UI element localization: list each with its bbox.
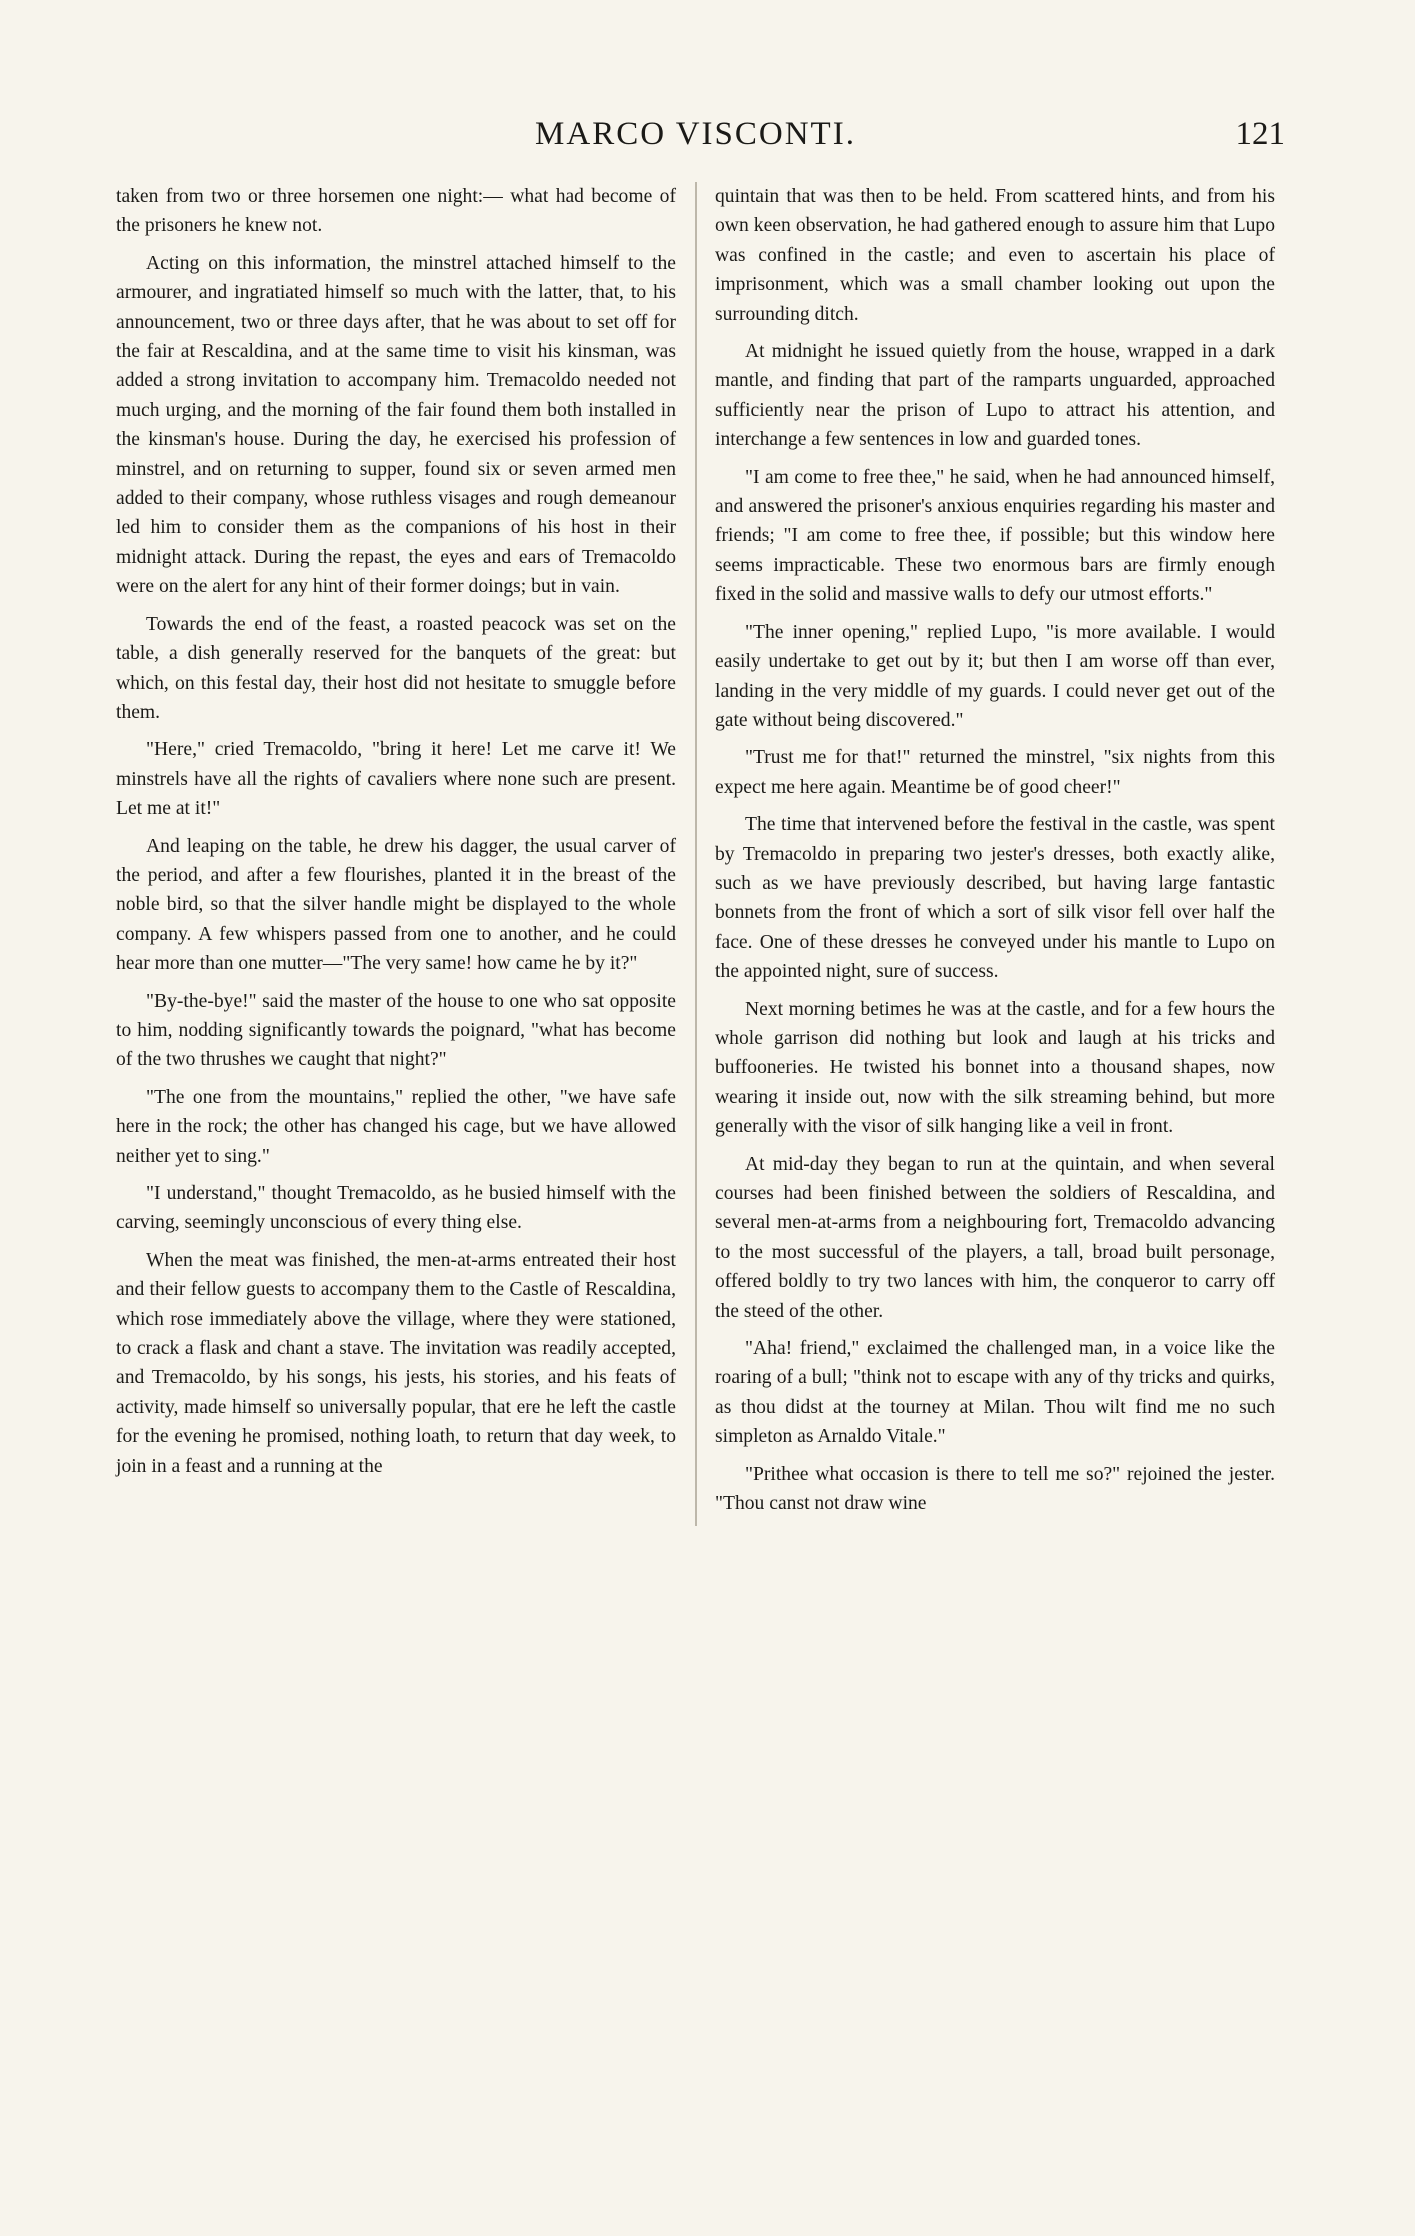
paragraph: "I am come to free thee," he said, when he had announced himself, and answered the prisoner's anxious enquiries regarding his master and friends; "I am come to free thee, if possible; but this window here seems impracticable. These two enormous bars are firmly enough fixed in the solid and massive walls to defy our utmost efforts." [715,466,1275,606]
paragraph: At mid-day they began to run at the quintain, and when several courses had been finished between the soldiers of Rescaldina, and several men-at-arms from a neighbouring fort, Tremacoldo advancing to the most successful of the players, a tall, broad built personage, offered boldly to try two lances with him, the conqueror to carry off the steed of the other. [715,1153,1275,1322]
paragraph: taken from two or three horsemen one night:— what had become of the prisoners he knew not. [116,186,676,237]
paragraph: "Here," cried Tremacoldo, "bring it here! Let me carve it! We minstrels have all the rights of cavaliers where none such are present. Let me at it!" [116,739,676,820]
paragraph: quintain that was then to be held. From scattered hints, and from his own keen observation, he had gathered enough to assure him that Lupo was confined in the castle; and even to ascertain his place of imprisonment, which was a small chamber looking out upon the surrounding ditch. [715,186,1275,325]
paragraph: "Trust me for that!" returned the minstrel, "six nights from this expect me here again. Meantime be of good cheer!" [715,747,1275,798]
paragraph: And leaping on the table, he drew his dagger, the usual carver of the period, and after a few flourishes, planted it in the breast of the noble bird, so that the silver handle might be displayed to the whole company. A few whispers passed from one to another, and he could hear more than one mutter—"The very same! how came he by it?" [116,835,676,975]
paragraph: When the meat was finished, the men-at-arms entreated their host and their fellow guests to accompany them to the Castle of Rescaldina, which rose immediately above the village, where they were stationed, to crack a flask and chant a stave. The invitation was readily accepted, and Tremacoldo, by his songs, his jests, his stories, and his feats of activity, made himself so universally popular, that ere he left the castle for the evening he promised, nothing loath, to return that day week, to join in a feast and a running at the [116,1249,676,1477]
text-columns [116,182,1275,1526]
paragraph: "Prithee what occasion is there to tell me so?" rejoined the jester. "Thou canst not draw wine [715,1463,1275,1515]
paragraph: Next morning betimes he was at the castle, and for a few hours the whole garrison did nothing but look and laugh at his tricks and buffooneries. He twisted his bonnet into a thousand shapes, now wearing it inside out, now with the silk streaming behind, but more generally with the visor of silk hanging like a veil in front. [715,998,1275,1138]
paragraph: "I understand," thought Tremacoldo, as he busied himself with the carving, seemingly unconscious of every thing else. [116,1183,676,1234]
paragraph: Acting on this information, the minstrel attached himself to the armourer, and ingratiated himself so much with the latter, that, to his announcement, two or three days after, that he was about to set off for the fair at Rescaldina, and at the same time to visit his kinsman, was added a strong invitation to accompany him. Tremacoldo needed not much urging, and the morning of the fair found them both installed in the kinsman's house. During the day, he exercised his profession of minstrel, and on returning to supper, found six or seven armed men added to their company, whose ruthless visages and rough demeanour led him to consider them as the companions of his host in their midnight attack. During the repast, the eyes and ears of Tremacoldo were on the alert for any hint of their former doings; but in vain. [116,252,676,598]
paragraph: Towards the end of the feast, a roasted peacock was set on the table, a dish generally reserved for the banquets of the great: but which, on this festal day, their host did not hesitate to smuggle before them. [116,613,676,723]
page-number: 121 [1235,116,1285,152]
running-title: MARCO VISCONTI. [535,116,856,152]
page-header [116,108,1285,168]
paragraph: "By-the-bye!" said the master of the house to one who sat opposite to him, nodding significantly towards the poignard, "what has become of the two thrushes we caught that night?" [116,990,676,1071]
paragraph: The time that intervened before the festival in the castle, was spent by Tremacoldo in preparing two jester's dresses, both exactly alike, such as we have previously described, but having large fantastic bonnets from the front of which a sort of silk visor fell over half the face. One of these dresses he conveyed under his mantle to Lupo on the appointed night, sure of success. [715,814,1275,983]
paragraph: "Aha! friend," exclaimed the challenged man, in a voice like the roaring of a bull; "think not to escape with any of thy tricks and quirks, as thou didst at the tourney at Milan. Thou wilt find me no such simpleton as Arnaldo Vitale." [715,1338,1275,1448]
paragraph: "The inner opening," replied Lupo, "is more available. I would easily undertake to get out by it; but then I am worse off than ever, landing in the very middle of my guards. I could never get out of the gate without being discovered." [715,621,1275,731]
column-divider [695,182,697,1526]
right-column [715,182,1275,1526]
paragraph: "The one from the mountains," replied the other, "we have safe here in the rock; the other has changed his cage, but we have allowed neither yet to sing." [116,1086,676,1167]
paragraph: At midnight he issued quietly from the house, wrapped in a dark mantle, and finding that part of the ramparts unguarded, approached sufficiently near the prison of Lupo to attract his attention, and interchange a few sentences in low and guarded tones. [715,341,1275,451]
left-column [116,182,676,1526]
